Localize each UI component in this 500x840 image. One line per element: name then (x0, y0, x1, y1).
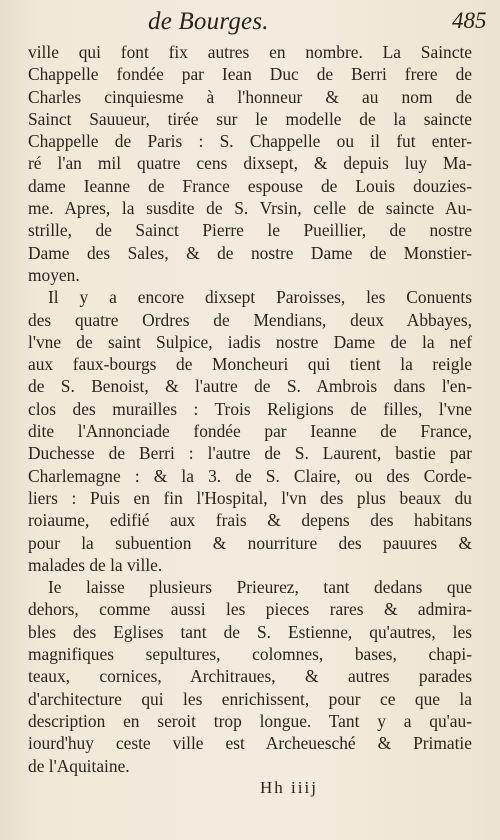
text-line: Duchesse de Berri : l'autre de S. Laurent, bastie par (28, 443, 472, 464)
text-line: aux faux-bourgs de Moncheuri qui tient la reigle (28, 354, 472, 375)
text-line: teaux, cornices, Architraues, & autres parades (28, 666, 472, 687)
page-number: 485 (452, 8, 487, 33)
text-line: magnifiques sepultures, colomnes, bases, chapi- (28, 644, 472, 665)
paragraph-start-line: Il y a encore dixsept Paroisses, les Conuents (48, 287, 472, 308)
text-line: ré l'an mil quatre cens dixsept, & depuis luy Ma- (28, 153, 472, 174)
text-line: Charles cinquiesme à l'honneur & au nom de (28, 86, 472, 107)
text-line: Sainct Sauueur, tirée sur le modelle de la saincte (28, 108, 472, 129)
paragraph-end-line: malades de la ville. (28, 554, 163, 575)
text-line: iourd'huy ceste ville est Archeuesché & Primatie (28, 733, 472, 754)
text-line: dame Ieanne de France espouse de Louis douzies- (28, 175, 472, 196)
text-line: Dame des Sales, & de nostre Dame de Monstier- (28, 242, 472, 263)
signature-mark: Hh iiij (260, 778, 318, 797)
text-line: dehors, comme aussi les pieces rares & admira- (28, 599, 472, 620)
text-line: liers : Puis en fin l'Hospital, l'vn des plus beaux du (28, 487, 472, 508)
text-line: bles des Eglises tant de S. Estienne, qu'autres, les (28, 621, 472, 642)
text-line: de S. Benoist, & l'autre de S. Ambrois dans l'en- (28, 376, 472, 397)
text-line: Chappelle fondée par Iean Duc de Berri frere de (28, 64, 472, 85)
text-line: d'architecture qui les enrichissent, pour ce que la (28, 688, 472, 709)
text-line: l'vne de saint Sulpice, iadis nostre Dame de la nef (28, 331, 472, 352)
text-line: dite l'Annonciade fondée par Ieanne de France, (28, 421, 472, 442)
text-line: description en seroit trop longue. Tant y a qu'au- (28, 710, 472, 731)
text-line: me. Apres, la susdite de S. Vrsin, celle de saincte Au- (28, 198, 472, 219)
text-line: clos des murailles : Trois Religions de filles, l'vne (28, 398, 472, 419)
page-header (0, 6, 500, 40)
running-title: de Bourges. (148, 8, 269, 35)
text-line: des quatre Ordres de Mendians, deux Abbayes, (28, 309, 472, 330)
text-line: ville qui font fix autres en nombre. La Saincte (28, 42, 472, 62)
text-line: Chappelle de Paris : S. Chappelle ou il fut enter- (28, 131, 472, 152)
paragraph-end-line: de l'Aquitaine. (28, 755, 130, 776)
text-line: roiaume, edifié aux frais & depens des habitans (28, 510, 472, 531)
text-line: pour la subuention & nourriture des pauures & (28, 532, 472, 553)
paragraph-start-line: Ie laisse plusieurs Prieurez, tant dedans que (48, 577, 472, 598)
paragraph-end-line: moyen. (28, 264, 80, 285)
text-line: strille, de Sainct Pierre le Pueillier, de nostre (28, 220, 472, 241)
body-text (28, 41, 472, 777)
text-line: Charlemagne : & la 3. de S. Claire, ou des Corde- (28, 465, 472, 486)
